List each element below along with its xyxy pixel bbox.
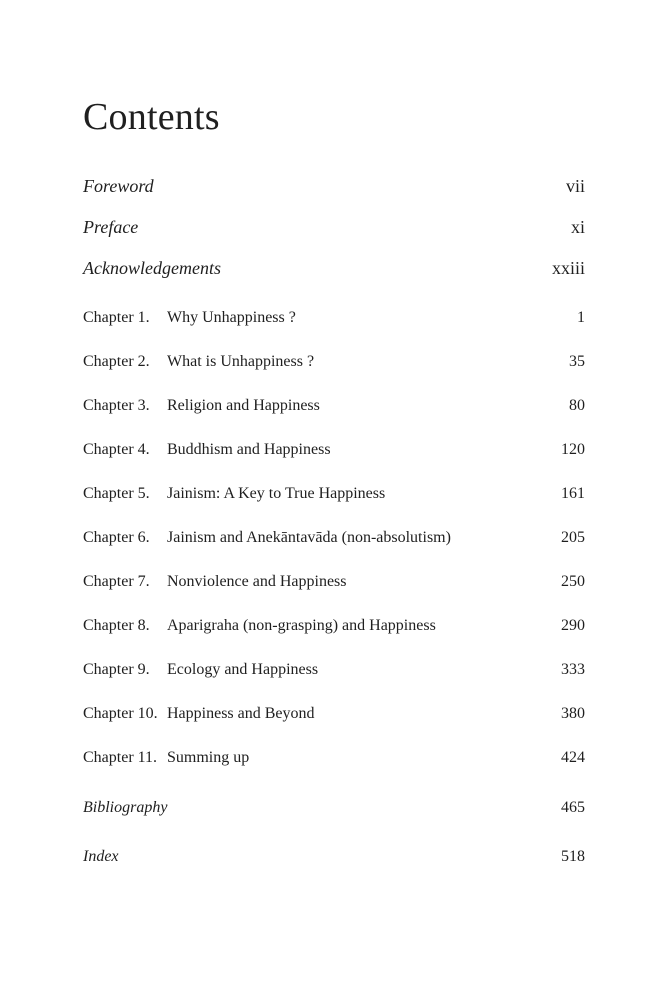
toc-entry-chapter-2[interactable] [83,353,585,377]
toc-entry-chapter-8[interactable] [83,617,585,641]
chapter-title: Ecology and Happiness [167,661,319,678]
chapter-number: Chapter 2. [83,353,150,370]
toc-entry-preface[interactable] [83,217,585,241]
toc-page-number: xxiii [551,258,585,278]
chapter-title: Buddhism and Happiness [167,441,331,458]
chapter-number: Chapter 8. [83,617,150,634]
toc-entry-chapter-10[interactable] [83,705,585,729]
toc-entry-foreword[interactable] [83,176,585,200]
chapter-number: Chapter 9. [83,661,150,678]
toc-entry-chapter-4[interactable] [83,441,585,465]
toc-page-number: 380 [561,705,585,722]
chapter-title: Summing up [167,749,250,766]
toc-entry-chapter-1[interactable] [83,309,585,333]
toc-page-number: xi [570,217,585,237]
chapter-title: Nonviolence and Happiness [167,573,347,590]
chapter-number: Chapter 1. [83,309,150,326]
toc-page-number: 250 [561,573,585,590]
toc-page-number: vii [565,176,585,196]
chapter-title: Jainism and Anekāntavāda (non-absolutism) [167,529,451,546]
chapter-number: Chapter 5. [83,485,150,502]
toc-page-number: 465 [561,799,585,816]
toc-entry-label: Foreword [83,176,154,196]
chapter-number: Chapter 4. [83,441,150,458]
toc-page-number: 35 [569,353,585,370]
chapter-title: Religion and Happiness [167,397,320,414]
chapter-number: Chapter 7. [83,573,150,590]
toc-page-number: 333 [561,661,585,678]
toc-page-number: 80 [569,397,585,414]
chapter-title: Why Unhappiness ? [167,309,296,326]
chapter-title: Jainism: A Key to True Happiness [167,485,386,502]
toc-entry-acknowledgements[interactable] [83,258,585,282]
toc-entry-chapter-9[interactable] [83,661,585,685]
chapter-number: Chapter 10. [83,705,158,722]
toc-entry-index[interactable] [83,848,585,872]
chapter-number: Chapter 6. [83,529,150,546]
toc-entry-label: Preface [83,217,139,237]
toc-page-number: 424 [561,749,585,766]
toc-entry-label: Bibliography [83,799,168,816]
page-title: Contents [83,96,220,138]
toc-page-number: 120 [561,441,585,458]
toc-page-number: 518 [561,848,585,865]
toc-entry-chapter-11[interactable] [83,749,585,773]
toc-page-number: 290 [561,617,585,634]
toc-entry-bibliography[interactable] [83,799,585,823]
toc-entry-chapter-7[interactable] [83,573,585,597]
toc-entry-chapter-5[interactable] [83,485,585,509]
toc-entry-chapter-6[interactable] [83,529,585,553]
toc-page-number: 205 [561,529,585,546]
chapter-title: What is Unhappiness ? [167,353,315,370]
chapter-number: Chapter 11. [83,749,158,766]
toc-entry-chapter-3[interactable] [83,397,585,421]
toc-entry-label: Index [83,848,119,865]
chapter-number: Chapter 3. [83,397,150,414]
chapter-title: Aparigraha (non-grasping) and Happiness [167,617,436,634]
toc-page-number: 1 [577,309,585,326]
toc-page-number: 161 [561,485,585,502]
chapter-title: Happiness and Beyond [167,705,315,722]
toc-entry-label: Acknowledgements [83,258,221,278]
